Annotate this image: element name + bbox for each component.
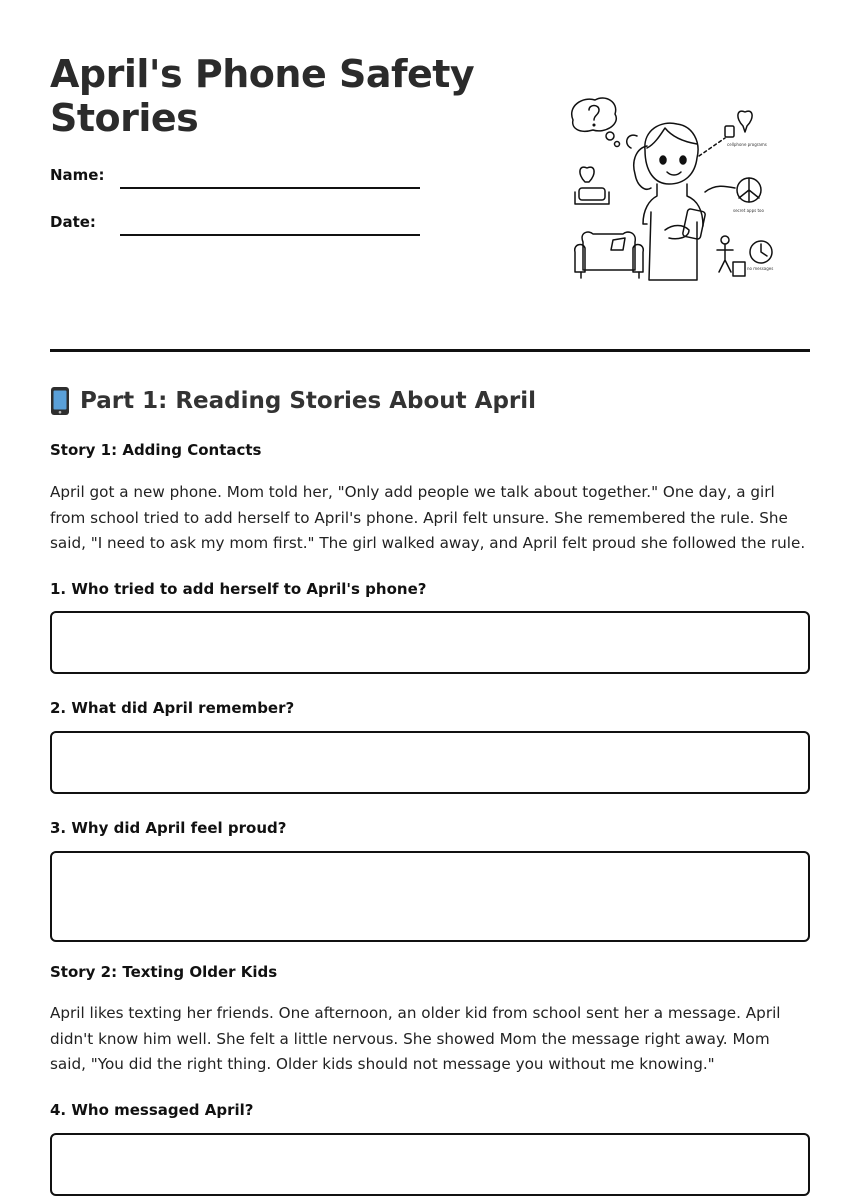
date-line[interactable]	[120, 234, 420, 236]
story-2-title: Story 2: Texting Older Kids	[50, 963, 278, 981]
girl-with-phone-illustration	[565, 92, 780, 284]
story-1-text: April got a new phone. Mom told her, "Only add people we talk about together." One day, a girl from school tried to add herself to April's phone. April felt unsure. She remembered the rule. She said, "I need to ask my mom first." The girl walked away, and April felt proud she followed the rule.	[50, 483, 806, 552]
section-heading-text: Part 1: Reading Stories About April	[80, 388, 537, 414]
illustration-caption-2: secret apps too	[733, 208, 764, 213]
question-4-answer-box[interactable]	[50, 1133, 810, 1196]
story-1-title: Story 1: Adding Contacts	[50, 441, 262, 459]
question-3-answer-box[interactable]	[50, 851, 810, 942]
question-2-answer-box[interactable]	[50, 731, 810, 794]
illustration-caption-1: cellphone programs	[727, 142, 767, 147]
section-divider	[50, 349, 810, 352]
question-4-label: 4. Who messaged April?	[50, 1101, 254, 1119]
story-2-text: April likes texting her friends. One afternoon, an older kid from school sent her a message. April didn't know him well. She felt a little nervous. She showed Mom the message right away. Mom said, "You did the right thing. Older kids should not message you without me knowing."	[50, 1004, 781, 1073]
name-label: Name:	[50, 166, 105, 184]
section-heading	[50, 386, 536, 416]
mobile-phone-icon	[50, 386, 70, 416]
question-3-label: 3. Why did April feel proud?	[50, 819, 287, 837]
date-label: Date:	[50, 213, 96, 231]
worksheet-title: April's Phone Safety Stories	[50, 52, 475, 140]
name-line[interactable]	[120, 187, 420, 189]
question-1-label: 1. Who tried to add herself to April's phone?	[50, 580, 427, 598]
question-2-label: 2. What did April remember?	[50, 699, 295, 717]
illustration-caption-3: no messages	[747, 266, 774, 271]
question-1-answer-box[interactable]	[50, 611, 810, 674]
